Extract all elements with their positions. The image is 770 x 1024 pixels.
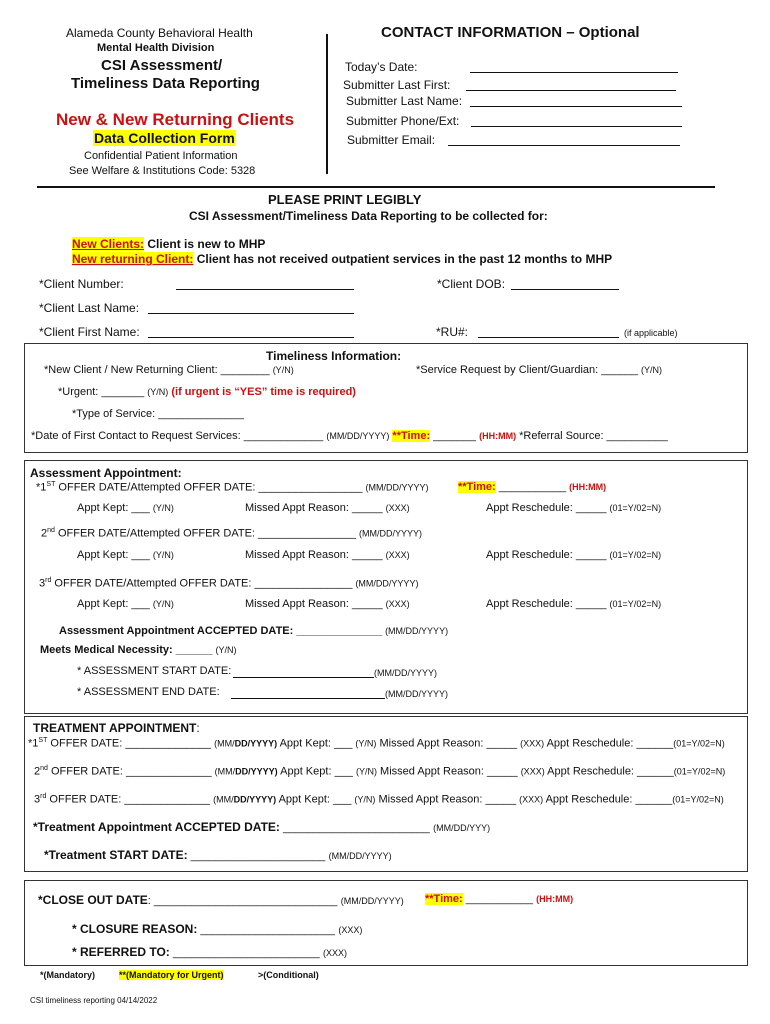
- t-offer2-fmt: (MM/DD/YYYY): [214, 766, 278, 777]
- assessment-accepted-fmt: (MM/DD/YYYY): [385, 626, 449, 636]
- closure-reason-label: * CLOSURE REASON:: [72, 922, 198, 936]
- t-offer1-yn: (Y/N): [355, 738, 377, 749]
- client-dob-field[interactable]: [511, 277, 619, 290]
- submitter-email-field[interactable]: [448, 133, 680, 146]
- t-offer3-sup: rd: [40, 793, 47, 800]
- service-request-question: [416, 364, 662, 376]
- treatment-heading-text: TREATMENT APPOINTMENT: [33, 721, 197, 735]
- treatment-start-fmt: (MM/DD/YYYY): [328, 851, 392, 861]
- offer2-missed-label: Missed Appt Reason: _____: [245, 549, 383, 561]
- legend-mandatory: *(Mandatory): [40, 970, 96, 980]
- client-last-name-label: *Client Last Name:: [39, 301, 140, 315]
- offer2-prefix: 2: [41, 527, 48, 540]
- referred-to-label: * REFERRED TO:: [72, 945, 170, 959]
- assessment-end-label: * ASSESSMENT END DATE:: [77, 686, 220, 698]
- client-first-name-field[interactable]: [148, 325, 354, 338]
- offer1-prefix: *1: [36, 481, 47, 494]
- client-first-name-label: *Client First Name:: [39, 325, 140, 339]
- form-title-line2: Timeliness Data Reporting: [71, 75, 260, 92]
- assessment-start-field[interactable]: [233, 665, 374, 678]
- closeout-hhmm: (HH:MM): [536, 894, 574, 904]
- t-offer3-kept[interactable]: Appt Kept: ___: [278, 793, 352, 806]
- form-name: Data Collection Form: [94, 130, 235, 146]
- t-offer2-code: (01=Y/02=N): [673, 766, 726, 777]
- offer2-kept-yn: (Y/N): [152, 550, 174, 560]
- offer3-fmt: (MM/DD/YYYY): [355, 578, 419, 589]
- footer-version: CSI timeliness reporting 04/14/2022: [30, 996, 158, 1005]
- referred-to: [72, 945, 347, 959]
- offer2-resched-label: Appt Reschedule: _____: [486, 549, 607, 561]
- t-offer3-yn: (Y/N): [354, 794, 376, 805]
- assessment-offer-1: [36, 481, 429, 494]
- header-rule: [37, 186, 715, 188]
- offer2-fmt: (MM/DD/YYYY): [359, 528, 422, 539]
- offer3-sup: rd: [45, 577, 52, 584]
- t-offer3-text[interactable]: OFFER DATE: ______________: [46, 793, 211, 806]
- medical-necessity-yn: (Y/N): [215, 645, 237, 655]
- client-dob-label: *Client DOB:: [437, 277, 506, 291]
- code-note: See Welfare & Institutions Code: 5328: [69, 165, 256, 177]
- new-clients-text: Client is new to MHP: [147, 237, 266, 251]
- ru-if-applicable: (if applicable): [624, 328, 678, 338]
- legend-conditional: >(Conditional): [258, 970, 319, 980]
- offer2-sup: nd: [47, 527, 55, 534]
- t-offer3-xxx: (XXX): [519, 794, 544, 805]
- todays-date-label: Today’s Date:: [345, 60, 418, 74]
- service-type-field[interactable]: *Type of Service: ______________: [72, 408, 244, 420]
- t-offer1-missed[interactable]: Missed Appt Reason: _____: [379, 737, 518, 750]
- offer1-appt-kept[interactable]: [77, 502, 174, 514]
- form-subtitle: New & New Returning Clients: [56, 110, 295, 129]
- t-offer2-xxx: (XXX): [520, 766, 545, 777]
- medical-necessity-label[interactable]: Meets Medical Necessity: ______: [40, 644, 213, 656]
- t-offer3-fmt: (MM/DD/YYYY): [213, 794, 277, 805]
- service-request-yn: (Y/N): [641, 365, 663, 375]
- t-offer2-text[interactable]: OFFER DATE: ______________: [47, 765, 212, 778]
- offer2-appt-kept[interactable]: [77, 549, 174, 561]
- t-offer2-yn: (Y/N): [355, 766, 377, 777]
- urgent-label: *Urgent: _______: [58, 386, 145, 398]
- referred-to-xxx: (XXX): [323, 948, 348, 958]
- legend-urgent: **(Mandatory for Urgent): [119, 970, 224, 980]
- assessment-time-label: **Time:: [458, 481, 496, 493]
- t-offer3-code: (01=Y/02=N): [672, 794, 724, 805]
- offer1-kept-yn: (Y/N): [152, 503, 174, 513]
- t-offer1-xxx: (XXX): [520, 738, 545, 749]
- t-offer1-sup: ST: [38, 737, 48, 744]
- treatment-heading: [33, 721, 200, 735]
- offer3-kept-yn: (Y/N): [152, 599, 174, 609]
- first-contact-time-label: **Time:: [392, 430, 431, 442]
- offer1-text[interactable]: OFFER DATE/Attempted OFFER DATE: _________________: [55, 481, 363, 494]
- confidential-note: Confidential Patient Information: [84, 150, 238, 162]
- new-clients-label: New Clients:: [72, 237, 145, 251]
- submitter-first-field[interactable]: [466, 78, 676, 91]
- offer2-kept-label: Appt Kept: ___: [77, 549, 150, 561]
- t-offer3-resched[interactable]: Appt Reschedule: ______: [545, 793, 673, 806]
- t-offer2-resched[interactable]: Appt Reschedule: ______: [547, 765, 674, 778]
- offer3-missed-xxx: (XXX): [385, 599, 410, 609]
- offer1-fmt: (MM/DD/YYYY): [365, 482, 429, 493]
- t-offer1-prefix: *1: [28, 737, 39, 750]
- referral-source[interactable]: *Referral Source: __________: [519, 430, 668, 442]
- offer1-resched-code: (01=Y/02=N): [609, 503, 662, 513]
- submitter-last-label: Submitter Last Name:: [346, 94, 463, 108]
- offer3-prefix: 3: [39, 577, 46, 590]
- treatment-heading-colon: :: [196, 721, 200, 735]
- client-number-label: *Client Number:: [39, 277, 124, 291]
- treatment-accepted-label: *Treatment Appointment ACCEPTED DATE:: [33, 820, 280, 834]
- ru-field[interactable]: [478, 325, 619, 338]
- closeout-date-field[interactable]: : ______________________________: [147, 895, 338, 907]
- offer3-text[interactable]: OFFER DATE/Attempted OFFER DATE: ________________: [51, 577, 353, 590]
- closure-reason-xxx: (XXX): [338, 925, 363, 935]
- t-offer1-fmt: (MM/DD/YYYY): [214, 738, 278, 749]
- client-number-field[interactable]: [176, 277, 354, 290]
- offer3-resched-code: (01=Y/02=N): [609, 599, 662, 609]
- first-contact-question: [31, 430, 668, 442]
- assessment-time: [458, 481, 606, 493]
- t-offer1-kept[interactable]: Appt Kept: ___: [279, 737, 353, 750]
- offer3-missed-reason[interactable]: [245, 598, 410, 610]
- first-contact-label: *Date of First Contact to Request Services: _____________: [31, 430, 324, 442]
- submitter-phone-label: Submitter Phone/Ext:: [346, 114, 460, 128]
- assessment-end-field[interactable]: [231, 686, 385, 699]
- new-client-question: [44, 364, 294, 376]
- closure-reason: [72, 922, 362, 936]
- treatment-accepted: [33, 820, 490, 834]
- t-offer2-kept[interactable]: Appt Kept: ___: [280, 765, 353, 778]
- division-name: Mental Health Division: [97, 42, 215, 54]
- t-offer1-text[interactable]: OFFER DATE: ______________: [47, 737, 212, 750]
- t-offer3-prefix: 3: [34, 793, 41, 806]
- org-name: Alameda County Behavioral Health: [66, 26, 253, 40]
- returning-clients-label: New returning Client:: [72, 252, 194, 266]
- treatment-offer-2: [34, 765, 725, 778]
- contact-heading: CONTACT INFORMATION – Optional: [381, 24, 640, 41]
- offer1-missed-xxx: (XXX): [385, 503, 410, 513]
- new-client-yn: (Y/N): [272, 365, 294, 375]
- todays-date-field[interactable]: [470, 60, 678, 73]
- collected-for: CSI Assessment/Timeliness Data Reporting to be collected for:: [189, 209, 548, 223]
- urgent-question: [58, 386, 356, 398]
- client-last-name-field[interactable]: [148, 301, 354, 314]
- closeout-date: [38, 893, 404, 907]
- offer3-resched-label: Appt Reschedule: _____: [486, 598, 607, 610]
- offer3-appt-kept[interactable]: [77, 598, 174, 610]
- header-divider: [326, 34, 328, 174]
- submitter-last-field[interactable]: [470, 94, 682, 107]
- assessment-accepted: [59, 625, 448, 637]
- treatment-start-field[interactable]: ______________________: [187, 850, 326, 862]
- treatment-offer-1: [28, 737, 725, 750]
- assessment-start-label: * ASSESSMENT START DATE:: [77, 665, 232, 677]
- treatment-start-label: *Treatment START DATE:: [44, 848, 188, 862]
- t-offer1-resched[interactable]: Appt Reschedule: ______: [546, 737, 674, 750]
- assessment-start-fmt: (MM/DD/YYYY): [374, 668, 437, 678]
- urgent-yn: (Y/N): [147, 387, 169, 397]
- closeout-time: [425, 893, 573, 905]
- service-request-label: *Service Request by Client/Guardian: ______: [416, 364, 638, 376]
- offer1-sup: ST: [46, 481, 56, 488]
- offer2-reschedule[interactable]: [486, 549, 661, 561]
- t-offer2-missed[interactable]: Missed Appt Reason: _____: [380, 765, 518, 778]
- treatment-start: [44, 848, 392, 862]
- assessment-offer-2: [41, 527, 422, 540]
- assessment-offer-3: [39, 577, 418, 590]
- returning-clients-text: Client has not received outpatient services in the past 12 months to MHP: [196, 252, 613, 266]
- submitter-phone-field[interactable]: [471, 114, 682, 127]
- medical-necessity: [40, 644, 237, 656]
- returning-clients-line: [72, 252, 612, 266]
- assessment-heading: Assessment Appointment:: [30, 466, 182, 480]
- t-offer1-code: (01=Y/02=N): [673, 738, 725, 749]
- assessment-time-blank[interactable]: ___________: [495, 481, 567, 493]
- offer2-text[interactable]: OFFER DATE/Attempted OFFER DATE: ________________: [54, 527, 356, 540]
- ru-label: *RU#:: [436, 325, 469, 339]
- assessment-end-fmt: (MM/DD/YYYY): [385, 689, 448, 699]
- assessment-hhmm: (HH:MM): [569, 482, 607, 492]
- t-offer2-sup: nd: [40, 765, 48, 772]
- closure-reason-field[interactable]: ______________________: [197, 924, 335, 936]
- treatment-accepted-fmt: (MM/DD/YYY): [433, 823, 491, 833]
- form-title-line1: CSI Assessment/: [101, 57, 223, 74]
- offer3-kept-label: Appt Kept: ___: [77, 598, 150, 610]
- submitter-email-label: Submitter Email:: [347, 133, 436, 147]
- closeout-date-label: *CLOSE OUT DATE: [38, 893, 148, 907]
- assessment-accepted-label[interactable]: Assessment Appointment ACCEPTED DATE: ______________: [59, 625, 382, 637]
- t-offer3-missed[interactable]: Missed Appt Reason: _____: [378, 793, 517, 806]
- urgent-note: (if urgent is “YES” time is required): [171, 386, 356, 398]
- offer3-reschedule[interactable]: [486, 598, 661, 610]
- new-client-label: *New Client / New Returning Client: ________: [44, 364, 270, 376]
- first-contact-time-blank[interactable]: _______: [430, 430, 477, 442]
- offer2-resched-code: (01=Y/02=N): [609, 550, 662, 560]
- offer1-kept-label: Appt Kept: ___: [77, 502, 150, 514]
- timeliness-heading: Timeliness Information:: [266, 349, 402, 363]
- referred-to-field[interactable]: ________________________: [169, 947, 320, 959]
- new-clients-line: [72, 237, 265, 251]
- closeout-time-label: **Time:: [425, 893, 463, 905]
- first-contact-fmt: (MM/DD/YYYY): [326, 431, 390, 441]
- offer2-missed-xxx: (XXX): [385, 550, 410, 560]
- submitter-first-label: Submitter Last First:: [343, 78, 451, 92]
- closeout-date-fmt: (MM/DD/YYYY): [340, 896, 404, 906]
- print-legibly: PLEASE PRINT LEGIBLY: [268, 192, 422, 207]
- closeout-time-field[interactable]: ___________: [462, 893, 534, 905]
- t-offer2-prefix: 2: [34, 765, 41, 778]
- first-contact-hhmm: (HH:MM): [479, 431, 517, 441]
- offer2-missed-reason[interactable]: [245, 549, 410, 561]
- offer1-reschedule[interactable]: [486, 502, 661, 514]
- offer3-missed-label: Missed Appt Reason: _____: [245, 598, 383, 610]
- treatment-offer-3: [34, 793, 724, 806]
- offer1-missed-reason[interactable]: [245, 502, 410, 514]
- offer1-missed-label: Missed Appt Reason: _____: [245, 502, 383, 514]
- offer1-resched-label: Appt Reschedule: _____: [486, 502, 607, 514]
- treatment-accepted-field[interactable]: ________________________: [279, 822, 430, 834]
